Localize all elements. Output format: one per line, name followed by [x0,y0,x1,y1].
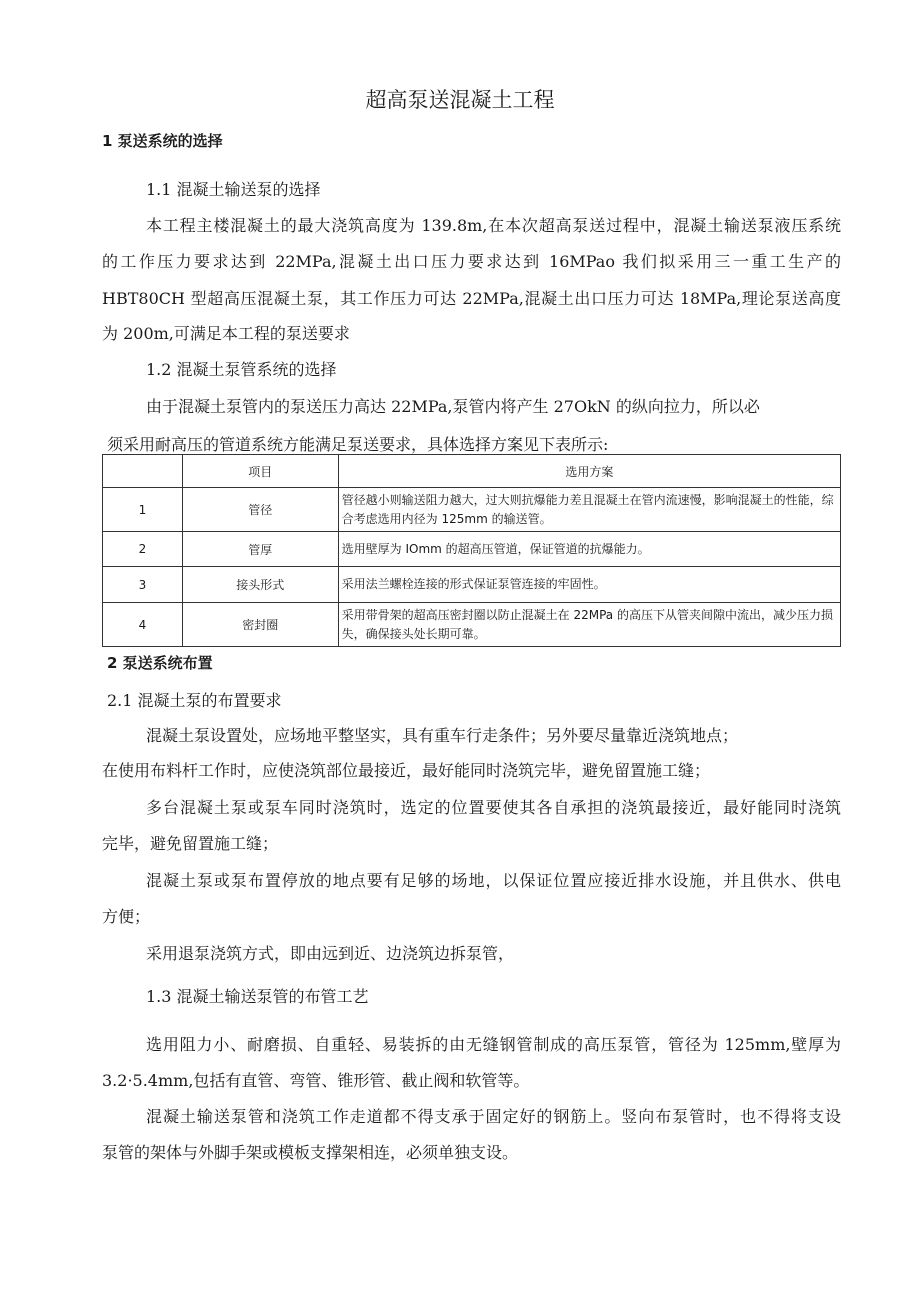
row-item: 接头形式 [182,567,338,603]
table-row [103,488,841,532]
table-header-cell [103,455,183,488]
row-plan: 采用法兰螺栓连接的形式保证泵管连接的牢固性。 [338,567,840,603]
section-2-heading: 2 泵送系统布置 [107,654,213,672]
table-header-cell: 选用方案 [338,455,840,488]
paragraph-line: 须采用耐高压的管道系统方能满足泵送要求，具体选择方案见下表所示: [107,435,609,454]
table-header-cell: 项目 [182,455,338,488]
table-row [103,603,841,647]
paragraph-line: 混凝土泵设置处，应场地平整坚实，具有重车行走条件；另外要尽量靠近浇筑地点； [146,726,739,745]
table-row [103,567,841,603]
row-number: 3 [103,567,183,603]
paragraph-line: 完毕，避免留置施工缝； [102,834,279,853]
table-header-row [103,455,841,488]
paragraph-line: 本工程主楼混凝土的最大浇筑高度为 139.8m,在本次超高泵送过程中，混凝土输送泵液压系统 [146,216,841,235]
row-number: 1 [103,488,183,532]
row-plan: 选用壁厚为 IOmm 的超高压管道，保证管道的抗爆能力。 [338,532,840,567]
paragraph-line: 3.2·5.4mm,包括有直管、弯管、锥形管、截止阀和软管等。 [102,1071,530,1090]
paragraph-line: HBT80CH 型超高压混凝土泵，其工作压力可达 22MPa,混凝土出口压力可达 18MPa,理论泵送高度 [102,289,841,308]
row-number: 2 [103,532,183,567]
paragraph-line: 混凝土泵或泵布置停放的地点要有足够的场地，以保证位置应接近排水设施，并且供水、供电 [146,871,841,890]
row-plan: 管径越小则输送阻力越大，过大则抗爆能力差且混凝土在管内流速慢，影响混凝土的性能，综合考虑选用内径为 125mm 的输送管。 [338,488,840,532]
paragraph-line: 泵管的架体与外脚手架或模板支撑架相连，必须单独支设。 [102,1143,519,1162]
pipe-system-table [102,454,841,647]
row-number: 4 [103,603,183,647]
row-item: 管径 [182,488,338,532]
paragraph-line: 由于混凝土泵管内的泵送压力高达 22MPa,泵管内将产生 27OkN 的纵向拉力，所以必 [146,397,760,416]
paragraph-line: 的工作压力要求达到 22MPa,混凝土出口压力要求达到 16MPao 我们拟采用三一重工生产的 [102,252,841,271]
paragraph-line: 方便； [102,907,151,926]
paragraph-line: 混凝土输送泵管和浇筑工作走道都不得支承于固定好的钢筋上。竖向布泵管时，也不得将支设 [146,1107,841,1126]
paragraph-line: 多台混凝土泵或泵车同时浇筑时，选定的位置要使其各自承担的浇筑最接近，最好能同时浇筑 [146,798,841,817]
paragraph-line: 采用退泵浇筑方式，即由远到近、边浇筑边拆泵管， [146,944,515,963]
paragraph-line: 选用阻力小、耐磨损、自重轻、易装拆的由无缝钢管制成的高压泵管，管径为 125mm,壁厚为 [146,1035,841,1054]
paragraph-line: 在使用布料杆工作时，应使浇筑部位最接近，最好能同时浇筑完毕，避免留置施工缝； [102,761,711,780]
subsection-1-3-heading: 1.3 混凝土输送泵管的布管工艺 [146,987,369,1006]
document-title: 超高泵送混凝土工程 [365,88,555,112]
subsection-1-1-heading: 1.1 混凝土输送泵的选择 [146,180,321,199]
row-plan: 采用带骨架的超高压密封圈以防止混凝土在 22MPa 的高压下从管夹间隙中流出，减少压力损失，确保接头处长期可靠。 [338,603,840,647]
row-item: 密封圈 [182,603,338,647]
subsection-1-2-heading: 1.2 混凝土泵管系统的选择 [146,360,337,379]
paragraph-line: 为 200m,可满足本工程的泵送要求 [102,324,350,343]
row-item: 管厚 [182,532,338,567]
section-1-heading: 1 泵送系统的选择 [102,132,223,150]
table-row [103,532,841,567]
subsection-2-1-heading: 2.1 混凝土泵的布置要求 [107,691,282,710]
